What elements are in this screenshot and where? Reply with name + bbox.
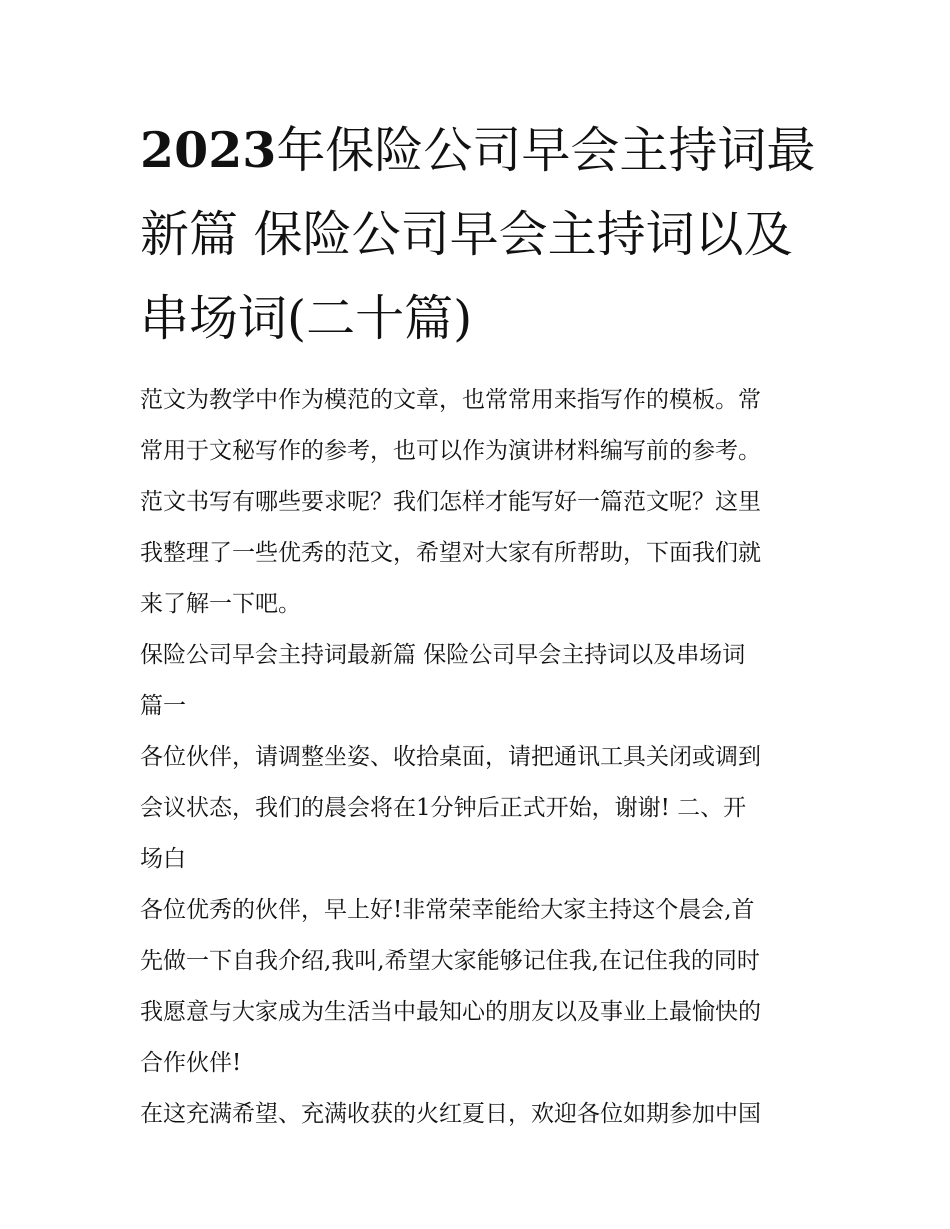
text-line: 各位优秀的伙伴，早上好!非常荣幸能给大家主持这个晨会,首 [140,897,755,923]
title-line-1 [140,108,816,193]
text-line: 场白 [140,846,186,872]
text-line: 范文书写有哪些要求呢？我们怎样才能写好一篇范文呢？这里 [140,489,761,515]
title-line-3: 串场词(二十篇) [140,290,473,347]
document-page [140,108,816,1140]
title-year: 2023 [140,121,277,179]
text-line: 篇一 [140,693,186,719]
paragraph-opening-notice [140,732,812,885]
document-body [140,375,812,1140]
title-line-1-text: 年保险公司早会主持词最 [276,122,816,179]
text-line: 我整理了一些优秀的范文，希望对大家有所帮助，下面我们就 [140,540,761,566]
text-line: 会议状态，我们的晨会将在1分钟后正式开始，谢谢! 二、开 [140,795,747,821]
text-line: 合作伙伴! [140,1050,242,1076]
text-line: 在这充满希望、充满收获的火红夏日，欢迎各位如期参加中国 [140,1101,761,1127]
text-line: 保险公司早会主持词最新篇 保险公司早会主持词以及串场词 [140,642,746,668]
text-line: 来了解一下吧。 [140,591,301,617]
text-line: 各位伙伴，请调整坐姿、收拾桌面，请把通讯工具关闭或调到 [140,744,761,770]
section-heading [140,630,812,732]
paragraph-intro [140,375,812,630]
document-title [140,108,816,361]
text-line: 范文为教学中作为模范的文章，也常常用来指写作的模板。常 [140,387,761,413]
text-line: 先做一下自我介绍,我叫,希望大家能够记住我,在记住我的同时 [140,948,760,974]
paragraph-greeting [140,885,812,1089]
text-line: 我愿意与大家成为生活当中最知心的朋友以及事业上最愉快的 [140,999,761,1025]
text-line: 常用于文秘写作的参考，也可以作为演讲材料编写前的参考。 [140,438,761,464]
title-line-2: 新篇 保险公司早会主持词以及 [140,206,793,263]
paragraph-welcome [140,1089,812,1140]
